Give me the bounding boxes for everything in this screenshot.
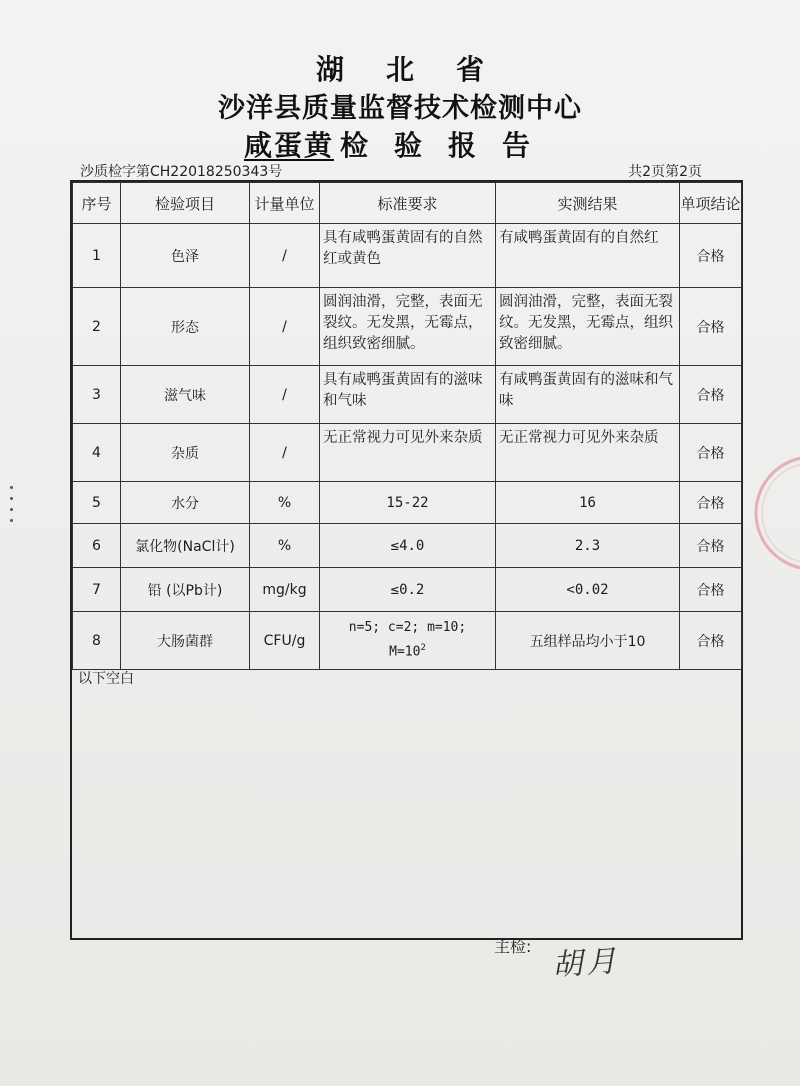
row-unit: % (250, 482, 320, 524)
row-result: 有咸鸭蛋黄固有的自然红 (496, 224, 680, 288)
requirement-line-1: n=5; c=2; m=10; (348, 620, 467, 636)
row-item: 铅 (以Pb计) (121, 568, 250, 612)
table-row (73, 524, 742, 568)
row-requirement: ≤4.0 (320, 524, 496, 568)
center-title: 沙洋县质量监督技术检测中心 (218, 93, 582, 124)
row-unit: % (250, 524, 320, 568)
row-no: 8 (73, 612, 121, 670)
row-no: 6 (73, 524, 121, 568)
table-row (73, 612, 742, 670)
row-item: 杂质 (121, 424, 250, 482)
table-row (73, 568, 742, 612)
inspector-label: 主检: (494, 937, 532, 956)
row-no: 4 (73, 424, 121, 482)
row-conclusion: 合格 (680, 524, 742, 568)
row-result: 16 (496, 482, 680, 524)
province-title: 湖北省 (315, 53, 526, 86)
row-result: 无正常视力可见外来杂质 (496, 424, 680, 482)
row-no: 3 (73, 366, 121, 424)
row-conclusion: 合格 (680, 424, 742, 482)
header-item: 检验项目 (121, 183, 250, 224)
row-result: 圆润油滑，完整，表面无裂纹。无发黑，无霉点，组织致密细腻。 (496, 288, 680, 366)
row-unit: / (250, 288, 320, 366)
official-stamp (752, 448, 800, 588)
table-header-row (73, 183, 742, 224)
row-result: <0.02 (496, 568, 680, 612)
blank-below-note: 以下空白 (78, 671, 134, 687)
row-item: 色泽 (121, 224, 250, 288)
page-indicator: 共2页第2页 (628, 164, 702, 180)
inspection-table (70, 180, 743, 940)
row-unit: / (250, 424, 320, 482)
row-requirement: 具有咸鸭蛋黄固有的滋味和气味 (320, 366, 496, 424)
row-unit: / (250, 224, 320, 288)
requirement-line-2 (320, 638, 495, 662)
row-conclusion: 合格 (680, 612, 742, 670)
product-name: 咸蛋黄 (243, 129, 334, 162)
report-word: 检验报告 (340, 129, 557, 162)
row-result: 有咸鸭蛋黄固有的滋味和气味 (496, 366, 680, 424)
header-requirement: 标准要求 (320, 183, 496, 224)
row-no: 1 (73, 224, 121, 288)
table-row (73, 288, 742, 366)
header-unit: 计量单位 (250, 183, 320, 224)
header-no: 序号 (73, 183, 121, 224)
row-no: 7 (73, 568, 121, 612)
header-result: 实测结果 (496, 183, 680, 224)
row-requirement: ≤0.2 (320, 568, 496, 612)
row-no: 2 (73, 288, 121, 366)
row-requirement: 具有咸鸭蛋黄固有的自然红或黄色 (320, 224, 496, 288)
row-conclusion: 合格 (680, 568, 742, 612)
row-conclusion: 合格 (680, 482, 742, 524)
row-unit: CFU/g (250, 612, 320, 670)
table-row (73, 366, 742, 424)
table-row (73, 482, 742, 524)
header-conclusion: 单项结论 (680, 183, 742, 224)
row-unit: / (250, 366, 320, 424)
binding-holes (10, 478, 13, 530)
row-item: 滋气味 (121, 366, 250, 424)
row-requirement: 15-22 (320, 482, 496, 524)
row-result: 五组样品均小于10 (496, 612, 680, 670)
row-conclusion: 合格 (680, 224, 742, 288)
row-item: 氯化物(NaCl计) (121, 524, 250, 568)
document-number: 沙质检字第CH22018250343号 (80, 164, 283, 180)
requirement-exponent: 2 (420, 643, 426, 654)
row-item: 大肠菌群 (121, 612, 250, 670)
inspector-signature: 胡月 (551, 943, 622, 984)
row-unit: mg/kg (250, 568, 320, 612)
row-no: 5 (73, 482, 121, 524)
row-item: 水分 (121, 482, 250, 524)
table-row (73, 424, 742, 482)
row-conclusion: 合格 (680, 288, 742, 366)
row-result: 2.3 (496, 524, 680, 568)
report-title (0, 124, 800, 164)
requirement-base: M=10 (389, 644, 421, 660)
table-row (73, 224, 742, 288)
row-requirement: 无正常视力可见外来杂质 (320, 424, 496, 482)
row-requirement (320, 612, 496, 670)
row-conclusion: 合格 (680, 366, 742, 424)
row-item: 形态 (121, 288, 250, 366)
row-requirement: 圆润油滑，完整，表面无裂纹。无发黑，无霉点，组织致密细腻。 (320, 288, 496, 366)
